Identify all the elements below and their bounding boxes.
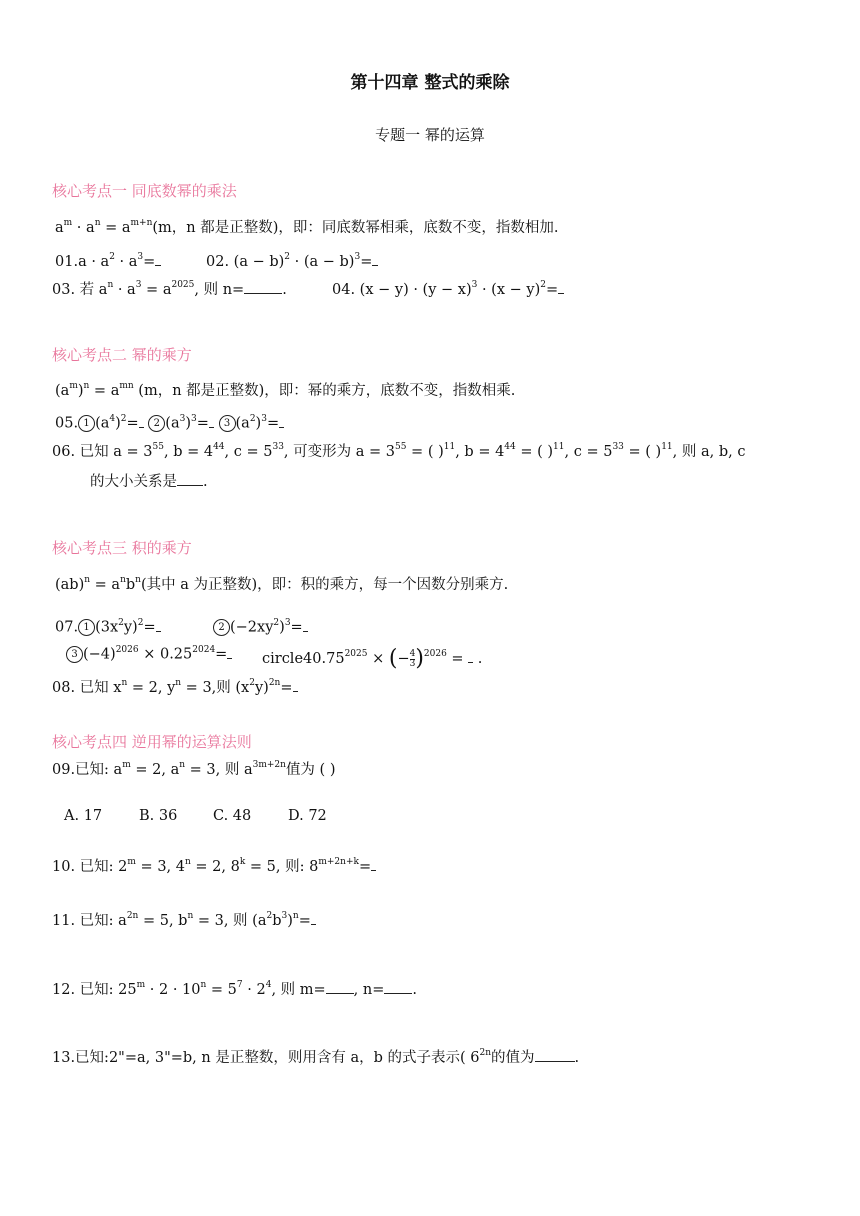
rule-1: $a^m \cdot a^n = a^{m+n}(m$，n 都是正整数)，即：同底数幂相乘，底数不变，指数相加. [55,218,559,236]
question-06: 06. 已知 $a = 3^{55}$, $b = 4^{44}$, $c = 5^{33}$, 可变形为 $a = 3^{55}$ = ( )$^{11}$, $b = 4^{44}$ = ( )$^{11}$, $c = 5^{33}$ = ( )$^{11}$, 则 a, b, c [52,442,746,460]
question-07-part3: 3 $(-4)^{2026} \times 0.25^{2024}=$ [66,646,232,664]
q11-label: 11. 已知: [52,913,114,929]
q01-label: 01. [55,254,79,270]
q03-label: 03. 若 [52,282,95,298]
question-07-part2: 2 $(-2xy^2)^3=$ [213,619,308,637]
q05-label: 05. [55,415,79,432]
question-04: 04. $(x - y) \cdot (y - x)^3 \cdot (x - y)^2=$ [332,282,564,299]
option-a: A. 17 [64,808,103,824]
question-09: 09.已知: $a^m = 2$, $a^n = 3$, 则 $a^{3m+2n}$值为 ( ) [52,760,336,778]
question-05: 05. 1 $(a^4)^2= 2$ $(a^3)^3= 3$ $(a^2)^3=$ [55,415,284,433]
question-01: $01.a \cdot a^2 \cdot a^3=$ [55,254,161,271]
q10-mid: , 则: [275,859,305,875]
question-07: 07. 1 $(3x^2y)^2=$ [55,619,161,637]
option-c: C. 48 [213,808,252,824]
q06-mid: , 可变形为 [283,444,352,460]
q04-label: 04. [332,282,356,298]
q06-line2-text: 的大小关系是 [90,474,177,490]
chapter-title: 第十四章 整式的乘除 [350,73,510,93]
rule-3-text: (其中 a 为正整数)，即：积的乘方，每一个因数分别乘方. [140,577,509,593]
option-d: D. 72 [288,808,327,824]
q12-n: , n= [353,982,385,998]
question-11: 11. 已知: $a^{2n} = 5$, $b^n = 3$, 则 $(a^2b^3)^n=$ [52,913,316,930]
question-12: 12. 已知: $25^m \cdot 2 \cdot 10^n = 5^7 \cdot 2^4$, 则 m= , n= . [52,980,417,998]
rule-3: $(ab)^n = a^nb^n$(其中 a 为正整数)，即：积的乘方，每一个因数分别乘方. [55,575,509,593]
q12-mid: , 则 m= [271,982,326,998]
option-b: B. 36 [139,808,178,824]
q13-post: 的值为 [491,1050,535,1066]
q07-circle4-label: circle4 [262,651,313,668]
section-heading-3: 核心考点三 积的乘方 [52,539,192,557]
q09-mid: , 则 [215,762,240,778]
question-08: 08. 已知 $x^n = 2$, $y^n = 3$,则 $(x^2y)^{2n}=$ [52,680,298,697]
q12-label: 12. 已知: [52,982,114,998]
question-10: 10. 已知: $2^m = 3$, $4^n = 2$, $8^k = 5$, 则: $8^{m+2n+k}=$ [52,859,376,876]
q06-tail: , 则 a, b, c [672,444,746,460]
q02-label: 02. [206,254,230,270]
section-heading-2: 核心考点二 幂的乘方 [52,346,192,364]
q08-mid: ,则 [211,680,231,696]
question-13: 13.已知:2"=a, 3"=b, n 是正整数，则用含有 a，b 的式子表示( $6^{2n}$的值为 . [52,1048,580,1066]
rule-2: $(a^m)^n = a^{mn}$ (m，n 都是正整数)，即：幂的乘方，底数不变，指数相乘. [55,381,516,399]
q08-label: 08. 已知 [52,680,109,696]
q09-label: 09.已知: [52,762,109,778]
topic-subtitle: 专题一 幂的运算 [375,126,485,144]
q07-label: 07. [55,619,79,636]
q06-label: 06. 已知 [52,444,109,460]
rule-1-text: (m，n 都是正整数)，即：同底数幂相乘，底数不变，指数相加. [152,220,559,236]
q13-text: 13.已知:2"=a, 3"=b, n 是正整数，则用含有 a，b 的式子表示( [52,1050,466,1066]
question-03: 03. 若 $a^n \cdot a^3 = a^{2025}$, 则 n= . [52,280,287,298]
q10-label: 10. 已知: [52,859,114,875]
question-06-line2: 的大小关系是 . [90,474,208,490]
rule-2-text: (m，n 都是正整数)，即：幂的乘方，底数不变，指数相乘. [138,383,516,399]
q11-mid: , 则 [223,913,248,929]
q09-post: 值为 ( ) [285,762,336,778]
section-heading-1: 核心考点一 同底数幂的乘法 [52,182,237,200]
question-07-part4: $circle40.75^{2025}$ × (− $\frac{4}{3}$ )$^{2026}$ = . [262,646,483,671]
section-heading-4: 核心考点四 逆用幂的运算法则 [52,733,252,751]
question-02: 02. $(a - b)^2 \cdot (a - b)^3=$ [206,254,378,271]
q03-post: , 则 n= [194,282,245,298]
